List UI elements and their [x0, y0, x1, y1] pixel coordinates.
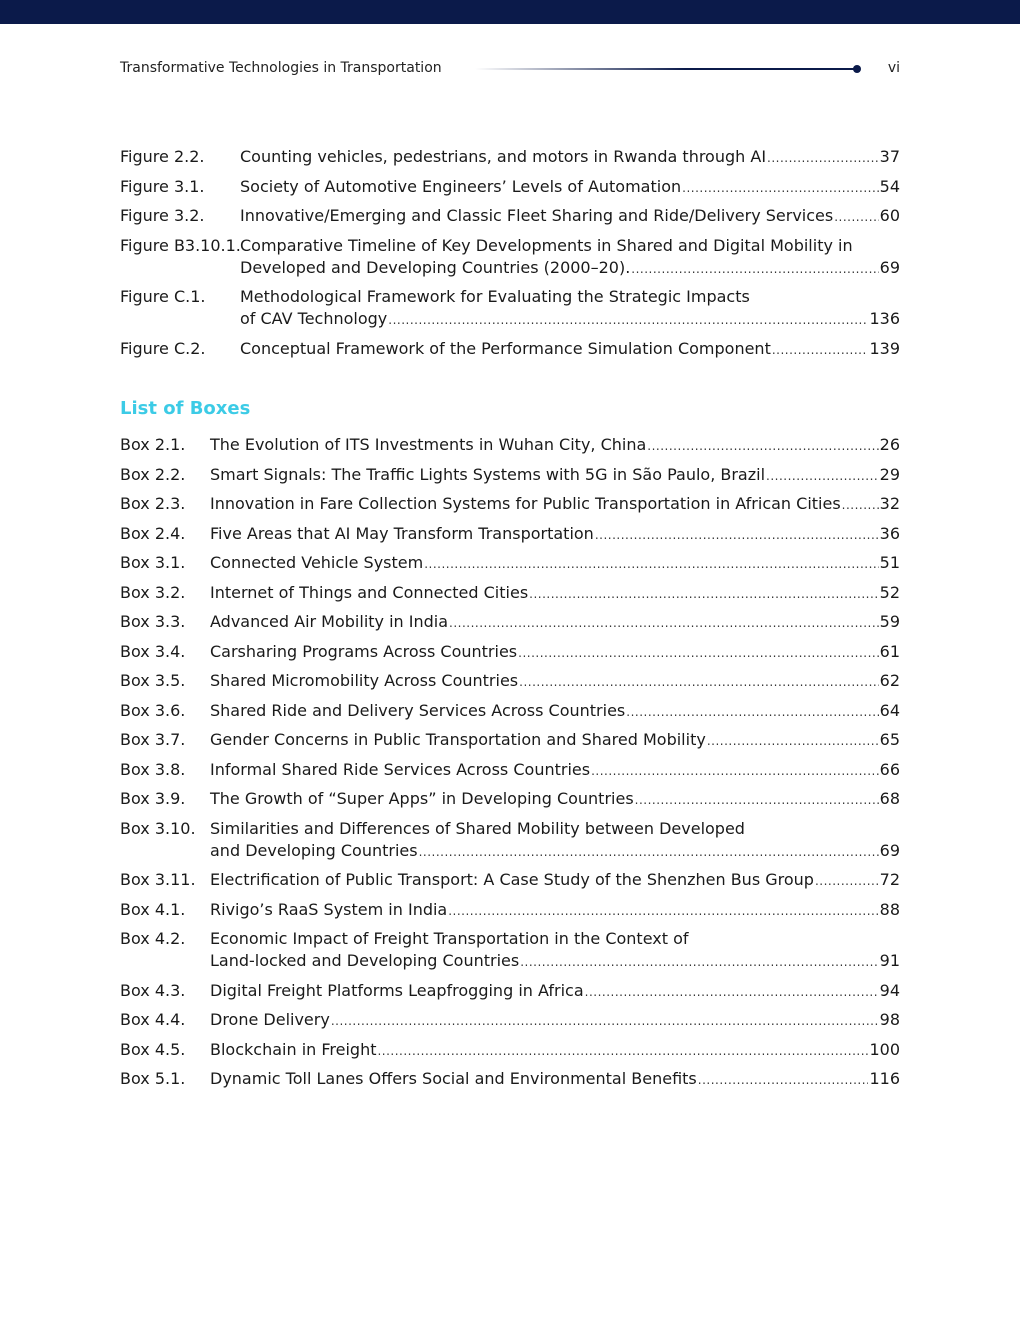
entry-body — [240, 286, 900, 331]
entry-page-number: 72 — [879, 870, 900, 889]
entry-body — [210, 818, 900, 863]
entry-body — [240, 338, 900, 361]
box-entry[interactable] — [120, 869, 900, 892]
entry-body — [210, 700, 900, 723]
entry-title-text: Counting vehicles, pedestrians, and motors in Rwanda through AI — [240, 147, 767, 166]
entry-label: Box 4.1. — [120, 899, 186, 919]
entry-label: Box 2.4. — [120, 523, 186, 543]
box-entry[interactable] — [120, 980, 900, 1003]
entry-page-number: 100 — [869, 1039, 900, 1059]
entry-page-number: 51 — [879, 553, 900, 572]
entry-page-number: 69 — [879, 257, 900, 277]
dot-leader — [585, 980, 879, 1003]
dot-leader — [449, 611, 879, 634]
entry-page-number: 37 — [879, 147, 900, 166]
entry-title-line — [240, 205, 900, 228]
entry-body — [210, 434, 900, 457]
entry-body — [210, 788, 900, 811]
entry-body — [210, 980, 900, 1003]
entry-title-line — [240, 235, 900, 257]
figure-entry[interactable] — [120, 146, 900, 169]
entry-title-line — [240, 176, 900, 199]
entry-page-number: 29 — [879, 464, 900, 484]
box-entry[interactable] — [120, 928, 900, 973]
entry-title-text: Comparative Timeline of Key Developments in Shared and Digital Mobility in — [240, 235, 853, 255]
entry-title-text: Shared Ride and Delivery Services Across Countries — [210, 700, 626, 720]
entry-label: Box 4.5. — [120, 1039, 186, 1059]
entry-title-line — [210, 493, 900, 516]
entry-page-number: 62 — [879, 671, 900, 690]
entry-page-number: 69 — [879, 840, 900, 860]
entry-label: Box 2.1. — [120, 435, 186, 454]
figure-entry[interactable] — [120, 205, 900, 228]
entry-page-number: 88 — [879, 899, 900, 919]
entry-title-text: Shared Micromobility Across Countries — [210, 671, 519, 690]
entry-body — [210, 670, 900, 693]
entry-label: Figure B3.10.1. — [120, 235, 241, 255]
entry-title-text: Dynamic Toll Lanes Offers Social and Environmental Benefits — [210, 1069, 697, 1088]
entry-page-number: 65 — [879, 730, 900, 749]
entry-label: Figure 2.2. — [120, 147, 205, 166]
running-title: Transformative Technologies in Transportation — [120, 60, 442, 76]
entry-page-number: 116 — [869, 1069, 900, 1088]
entry-title-line — [210, 670, 900, 693]
entry-page-number: 136 — [869, 309, 900, 328]
entry-title-line — [210, 788, 900, 811]
entry-title-line — [240, 338, 900, 361]
box-entry[interactable] — [120, 493, 900, 516]
box-entry[interactable] — [120, 700, 900, 723]
entry-title-text: Connected Vehicle System — [210, 553, 424, 572]
dot-leader — [424, 552, 878, 575]
entry-title-text: Carsharing Programs Across Countries — [210, 641, 518, 661]
entry-label: Box 2.3. — [120, 494, 186, 513]
entry-title-line — [210, 1068, 900, 1091]
figure-entry[interactable] — [120, 286, 900, 331]
entry-title-text: Drone Delivery — [210, 1010, 330, 1029]
entry-body — [210, 759, 900, 782]
entry-page-number: 60 — [879, 206, 900, 225]
box-entry[interactable] — [120, 434, 900, 457]
box-entry[interactable] — [120, 818, 900, 863]
entry-title-text: Smart Signals: The Traffic Lights Systems with 5G in São Paulo, Brazil — [210, 464, 766, 484]
entry-page-number: 52 — [879, 582, 900, 602]
dot-leader — [419, 840, 879, 863]
list-of-boxes-heading: List of Boxes — [120, 398, 251, 419]
dot-leader — [698, 1068, 869, 1091]
entry-title-line — [240, 286, 900, 308]
dot-leader — [595, 523, 879, 546]
dot-leader — [631, 257, 878, 280]
entry-title-text: Digital Freight Platforms Leapfrogging in Africa — [210, 980, 584, 1000]
list-of-figures — [120, 146, 900, 367]
entry-title-line — [210, 928, 900, 950]
entry-title-text: Informal Shared Ride Services Across Countries — [210, 759, 591, 779]
entry-title-text: Similarities and Differences of Shared Mobility between Developed — [210, 818, 745, 838]
dot-leader — [520, 950, 878, 973]
entry-label: Box 3.3. — [120, 612, 186, 631]
entry-label: Box 4.2. — [120, 929, 186, 948]
running-header — [120, 60, 900, 80]
dot-leader — [766, 464, 879, 487]
entry-page-number: 94 — [879, 980, 900, 1000]
entry-title-text: Five Areas that AI May Transform Transportation — [210, 523, 594, 543]
entry-label: Box 4.3. — [120, 980, 186, 1000]
entry-body — [210, 729, 900, 752]
dot-leader — [842, 493, 879, 516]
entry-label: Box 3.9. — [120, 789, 186, 808]
entry-page-number: 59 — [879, 612, 900, 631]
dot-leader — [815, 869, 879, 892]
dot-leader — [377, 1039, 868, 1062]
entry-body — [210, 869, 900, 892]
entry-title-text: Land-locked and Developing Countries — [210, 951, 520, 970]
dot-leader — [518, 641, 879, 664]
entry-label: Box 2.2. — [120, 464, 186, 484]
entry-label: Box 3.7. — [120, 730, 186, 749]
entry-title-line — [210, 611, 900, 634]
entry-page-number: 91 — [879, 951, 900, 970]
entry-title-line — [210, 700, 900, 723]
header-rule — [475, 68, 857, 70]
dot-leader — [647, 434, 878, 457]
entry-page-number: 36 — [879, 523, 900, 543]
entry-title-line — [210, 582, 900, 605]
entry-title-line — [210, 818, 900, 840]
entry-title-text: Blockchain in Freight — [210, 1039, 377, 1059]
entry-body — [210, 493, 900, 516]
entry-title-line — [240, 257, 900, 280]
entry-label: Box 3.2. — [120, 582, 186, 602]
box-entry[interactable] — [120, 464, 900, 487]
box-entry[interactable] — [120, 1068, 900, 1091]
box-entry[interactable] — [120, 552, 900, 575]
entry-title-line — [210, 759, 900, 782]
entry-page-number: 54 — [879, 176, 900, 196]
entry-title-line — [210, 1009, 900, 1032]
box-entry[interactable] — [120, 729, 900, 752]
list-of-boxes — [120, 434, 900, 1098]
dot-leader — [834, 205, 878, 228]
entry-page-number: 68 — [879, 789, 900, 808]
entry-title-line — [210, 434, 900, 457]
entry-label: Figure 3.1. — [120, 176, 205, 196]
header-dot-icon — [853, 65, 861, 73]
entry-label: Box 3.11. — [120, 870, 196, 889]
entry-title-line — [210, 869, 900, 892]
entry-title-line — [210, 980, 900, 1003]
entry-page-number: 139 — [869, 338, 900, 358]
entry-page-number: 98 — [879, 1010, 900, 1029]
entry-body — [240, 176, 900, 199]
entry-title-line — [210, 464, 900, 487]
entry-title-text: Rivigo’s RaaS System in India — [210, 899, 448, 919]
entry-page-number: 64 — [879, 700, 900, 720]
entry-body — [210, 464, 900, 487]
entry-label: Box 3.1. — [120, 553, 186, 572]
dot-leader — [767, 146, 879, 169]
box-entry[interactable] — [120, 582, 900, 605]
entry-title-line — [240, 146, 900, 169]
entry-title-line — [210, 729, 900, 752]
entry-label: Box 3.4. — [120, 641, 186, 661]
figure-entry[interactable] — [120, 235, 900, 280]
entry-title-line — [210, 899, 900, 922]
entry-title-line — [210, 641, 900, 664]
entry-title-text: Innovation in Fare Collection Systems for Public Transportation in African Cities — [210, 494, 841, 513]
box-entry[interactable] — [120, 641, 900, 664]
entry-body — [210, 1068, 900, 1091]
figure-entry[interactable] — [120, 176, 900, 199]
dot-leader — [388, 308, 868, 331]
entry-title-line — [240, 308, 900, 331]
entry-label: Box 4.4. — [120, 1010, 186, 1029]
entry-body — [210, 523, 900, 546]
box-entry[interactable] — [120, 670, 900, 693]
entry-body — [210, 611, 900, 634]
entry-body — [210, 582, 900, 605]
box-entry[interactable] — [120, 611, 900, 634]
entry-title-line — [210, 840, 900, 863]
entry-page-number: 66 — [879, 759, 900, 779]
box-entry[interactable] — [120, 1039, 900, 1062]
entry-label: Box 5.1. — [120, 1069, 186, 1088]
box-entry[interactable] — [120, 788, 900, 811]
entry-body — [210, 899, 900, 922]
dot-leader — [626, 700, 878, 723]
dot-leader — [591, 759, 879, 782]
entry-title-text: Gender Concerns in Public Transportation and Shared Mobility — [210, 730, 706, 749]
entry-body — [210, 552, 900, 575]
dot-leader — [529, 582, 878, 605]
dot-leader — [635, 788, 879, 811]
entry-body — [210, 1009, 900, 1032]
entry-label: Box 3.5. — [120, 671, 186, 690]
entry-label: Box 3.8. — [120, 759, 186, 779]
entry-title-text: and Developing Countries — [210, 840, 418, 860]
figure-entry[interactable] — [120, 338, 900, 361]
entry-label: Figure C.2. — [120, 338, 206, 358]
entry-title-text: Society of Automotive Engineers’ Levels of Automation — [240, 176, 682, 196]
page-number: vi — [887, 60, 900, 76]
entry-body — [240, 235, 900, 280]
dot-leader — [772, 338, 869, 361]
entry-title-text: The Evolution of ITS Investments in Wuhan City, China — [210, 435, 647, 454]
box-entry[interactable] — [120, 1009, 900, 1032]
dot-leader — [682, 176, 879, 199]
dot-leader — [448, 899, 878, 922]
box-entry[interactable] — [120, 899, 900, 922]
entry-label: Box 3.10. — [120, 818, 196, 838]
entry-page-number: 32 — [879, 494, 900, 513]
entry-title-text: Electrification of Public Transport: A Case Study of the Shenzhen Bus Group — [210, 870, 814, 889]
entry-label: Box 3.6. — [120, 700, 186, 720]
entry-title-line — [210, 552, 900, 575]
entry-page-number: 61 — [879, 641, 900, 661]
entry-body — [210, 928, 900, 973]
dot-leader — [331, 1009, 879, 1032]
entry-body — [240, 205, 900, 228]
entry-title-line — [210, 1039, 900, 1062]
box-entry[interactable] — [120, 523, 900, 546]
entry-title-text: of CAV Technology — [240, 309, 388, 328]
entry-title-text: Internet of Things and Connected Cities — [210, 582, 529, 602]
entry-body — [210, 641, 900, 664]
entry-page-number: 26 — [879, 435, 900, 454]
box-entry[interactable] — [120, 759, 900, 782]
entry-title-text: Economic Impact of Freight Transportation in the Context of — [210, 929, 689, 948]
entry-body — [240, 146, 900, 169]
entry-label: Figure C.1. — [120, 287, 206, 306]
entry-title-line — [210, 523, 900, 546]
entry-title-text: Methodological Framework for Evaluating the Strategic Impacts — [240, 287, 750, 306]
entry-title-line — [210, 950, 900, 973]
entry-body — [210, 1039, 900, 1062]
top-color-band — [0, 0, 1020, 24]
entry-label: Figure 3.2. — [120, 206, 205, 225]
entry-title-text: Conceptual Framework of the Performance Simulation Component — [240, 338, 771, 358]
entry-title-text: Developed and Developing Countries (2000–20). — [240, 257, 631, 277]
entry-title-text: Innovative/Emerging and Classic Fleet Sharing and Ride/Delivery Services — [240, 206, 834, 225]
dot-leader — [519, 670, 879, 693]
dot-leader — [707, 729, 879, 752]
entry-title-text: Advanced Air Mobility in India — [210, 612, 449, 631]
entry-title-text: The Growth of “Super Apps” in Developing Countries — [210, 789, 634, 808]
